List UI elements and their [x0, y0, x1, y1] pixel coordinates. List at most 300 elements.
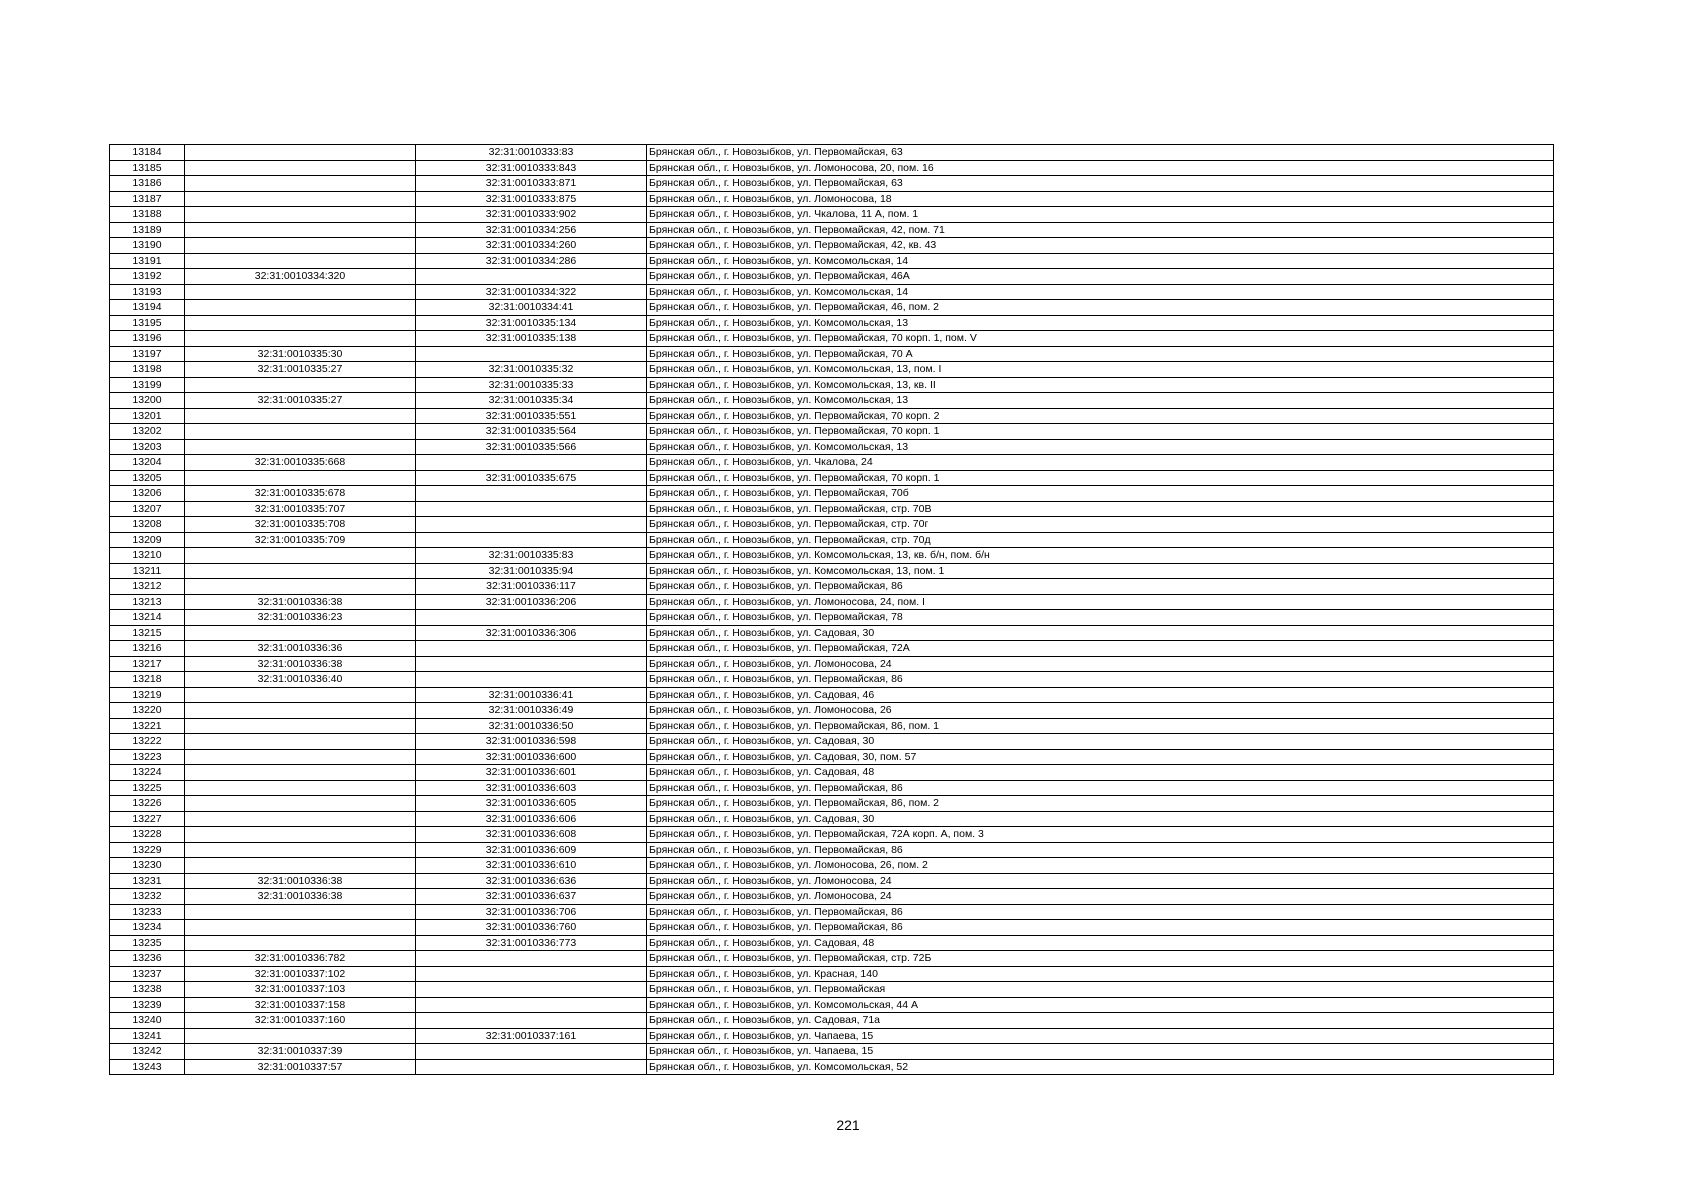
table-row: [110, 873, 1554, 889]
building-cadastral-number-cell: [416, 501, 647, 517]
row-number-cell: 13204: [110, 455, 185, 471]
land-cadastral-number-cell: [185, 222, 416, 238]
address-cell: Брянская обл., г. Новозыбков, ул. Первомайская, стр. 70д: [647, 532, 1554, 548]
building-cadastral-number-cell: 32:31:0010335:34: [416, 393, 647, 409]
row-number-cell: 13220: [110, 703, 185, 719]
address-cell: Брянская обл., г. Новозыбков, ул. Первомайская, 46А: [647, 269, 1554, 285]
table-row: [110, 532, 1554, 548]
land-cadastral-number-cell: 32:31:0010335:709: [185, 532, 416, 548]
land-cadastral-number-cell: 32:31:0010337:160: [185, 1013, 416, 1029]
building-cadastral-number-cell: [416, 486, 647, 502]
address-cell: Брянская обл., г. Новозыбков, ул. Первомайская, 42, кв. 43: [647, 238, 1554, 254]
table-row: [110, 253, 1554, 269]
building-cadastral-number-cell: 32:31:0010336:49: [416, 703, 647, 719]
building-cadastral-number-cell: [416, 610, 647, 626]
address-cell: Брянская обл., г. Новозыбков, ул. Первомайская, 70 корп. 1: [647, 424, 1554, 440]
table-row: [110, 408, 1554, 424]
table-row: [110, 424, 1554, 440]
row-number-cell: 13232: [110, 889, 185, 905]
row-number-cell: 13206: [110, 486, 185, 502]
address-cell: Брянская обл., г. Новозыбков, ул. Садовая, 46: [647, 687, 1554, 703]
table-row: [110, 238, 1554, 254]
building-cadastral-number-cell: 32:31:0010336:605: [416, 796, 647, 812]
building-cadastral-number-cell: 32:31:0010335:551: [416, 408, 647, 424]
table-row: [110, 672, 1554, 688]
table-row: [110, 966, 1554, 982]
row-number-cell: 13235: [110, 935, 185, 951]
land-cadastral-number-cell: [185, 176, 416, 192]
building-cadastral-number-cell: [416, 1044, 647, 1060]
document-page: [109, 144, 1553, 1075]
table-row: [110, 718, 1554, 734]
land-cadastral-number-cell: 32:31:0010335:30: [185, 346, 416, 362]
building-cadastral-number-cell: [416, 1013, 647, 1029]
building-cadastral-number-cell: 32:31:0010336:603: [416, 780, 647, 796]
address-cell: Брянская обл., г. Новозыбков, ул. Комсомольская, 52: [647, 1059, 1554, 1075]
address-cell: Брянская обл., г. Новозыбков, ул. Первомайская, 63: [647, 176, 1554, 192]
address-cell: Брянская обл., г. Новозыбков, ул. Комсомольская, 44 А: [647, 997, 1554, 1013]
building-cadastral-number-cell: 32:31:0010334:256: [416, 222, 647, 238]
address-cell: Брянская обл., г. Новозыбков, ул. Чкалова, 24: [647, 455, 1554, 471]
table-row: [110, 362, 1554, 378]
table-row: [110, 548, 1554, 564]
land-cadastral-number-cell: [185, 300, 416, 316]
building-cadastral-number-cell: [416, 982, 647, 998]
land-cadastral-number-cell: 32:31:0010335:708: [185, 517, 416, 533]
address-cell: Брянская обл., г. Новозыбков, ул. Ломоносова, 26, пом. 2: [647, 858, 1554, 874]
building-cadastral-number-cell: 32:31:0010335:138: [416, 331, 647, 347]
table-row: [110, 827, 1554, 843]
building-cadastral-number-cell: [416, 455, 647, 471]
row-number-cell: 13234: [110, 920, 185, 936]
table-row: [110, 501, 1554, 517]
registry-table: [109, 144, 1554, 1075]
table-row: [110, 796, 1554, 812]
land-cadastral-number-cell: 32:31:0010336:38: [185, 889, 416, 905]
address-cell: Брянская обл., г. Новозыбков, ул. Садовая, 48: [647, 935, 1554, 951]
row-number-cell: 13228: [110, 827, 185, 843]
address-cell: Брянская обл., г. Новозыбков, ул. Комсомольская, 14: [647, 253, 1554, 269]
row-number-cell: 13221: [110, 718, 185, 734]
land-cadastral-number-cell: 32:31:0010336:38: [185, 873, 416, 889]
row-number-cell: 13202: [110, 424, 185, 440]
land-cadastral-number-cell: [185, 207, 416, 223]
table-row: [110, 687, 1554, 703]
address-cell: Брянская обл., г. Новозыбков, ул. Комсомольская, 13: [647, 439, 1554, 455]
row-number-cell: 13242: [110, 1044, 185, 1060]
building-cadastral-number-cell: 32:31:0010334:322: [416, 284, 647, 300]
row-number-cell: 13190: [110, 238, 185, 254]
building-cadastral-number-cell: [416, 1059, 647, 1075]
address-cell: Брянская обл., г. Новозыбков, ул. Первомайская, 72А корп. А, пом. 3: [647, 827, 1554, 843]
building-cadastral-number-cell: [416, 269, 647, 285]
address-cell: Брянская обл., г. Новозыбков, ул. Ломоносова, 24, пом. I: [647, 594, 1554, 610]
land-cadastral-number-cell: 32:31:0010336:782: [185, 951, 416, 967]
land-cadastral-number-cell: 32:31:0010336:36: [185, 641, 416, 657]
row-number-cell: 13186: [110, 176, 185, 192]
table-row: [110, 300, 1554, 316]
building-cadastral-number-cell: 32:31:0010335:94: [416, 563, 647, 579]
address-cell: Брянская обл., г. Новозыбков, ул. Первомайская, 86: [647, 920, 1554, 936]
table-row: [110, 656, 1554, 672]
table-row: [110, 780, 1554, 796]
table-row: [110, 858, 1554, 874]
row-number-cell: 13224: [110, 765, 185, 781]
table-row: [110, 594, 1554, 610]
address-cell: Брянская обл., г. Новозыбков, ул. Первомайская, стр. 70г: [647, 517, 1554, 533]
table-row: [110, 160, 1554, 176]
address-cell: Брянская обл., г. Новозыбков, ул. Первомайская, 70 корп. 1: [647, 470, 1554, 486]
table-row: [110, 346, 1554, 362]
address-cell: Брянская обл., г. Новозыбков, ул. Первомайская, 70 корп. 2: [647, 408, 1554, 424]
row-number-cell: 13211: [110, 563, 185, 579]
address-cell: Брянская обл., г. Новозыбков, ул. Ломоносова, 24: [647, 656, 1554, 672]
table-row: [110, 703, 1554, 719]
building-cadastral-number-cell: 32:31:0010336:637: [416, 889, 647, 905]
row-number-cell: 13223: [110, 749, 185, 765]
land-cadastral-number-cell: [185, 315, 416, 331]
land-cadastral-number-cell: [185, 579, 416, 595]
land-cadastral-number-cell: [185, 734, 416, 750]
row-number-cell: 13236: [110, 951, 185, 967]
table-row: [110, 920, 1554, 936]
land-cadastral-number-cell: [185, 191, 416, 207]
building-cadastral-number-cell: 32:31:0010336:41: [416, 687, 647, 703]
land-cadastral-number-cell: 32:31:0010335:668: [185, 455, 416, 471]
row-number-cell: 13196: [110, 331, 185, 347]
address-cell: Брянская обл., г. Новозыбков, ул. Ломоносова, 26: [647, 703, 1554, 719]
table-row: [110, 579, 1554, 595]
address-cell: Брянская обл., г. Новозыбков, ул. Первомайская, 86, пом. 2: [647, 796, 1554, 812]
row-number-cell: 13188: [110, 207, 185, 223]
address-cell: Брянская обл., г. Новозыбков, ул. Красная, 140: [647, 966, 1554, 982]
land-cadastral-number-cell: [185, 408, 416, 424]
land-cadastral-number-cell: [185, 796, 416, 812]
building-cadastral-number-cell: 32:31:0010333:875: [416, 191, 647, 207]
address-cell: Брянская обл., г. Новозыбков, ул. Первомайская, 86: [647, 842, 1554, 858]
table-row: [110, 176, 1554, 192]
land-cadastral-number-cell: [185, 470, 416, 486]
land-cadastral-number-cell: 32:31:0010335:707: [185, 501, 416, 517]
building-cadastral-number-cell: 32:31:0010333:843: [416, 160, 647, 176]
table-row: [110, 455, 1554, 471]
row-number-cell: 13201: [110, 408, 185, 424]
land-cadastral-number-cell: [185, 703, 416, 719]
land-cadastral-number-cell: 32:31:0010337:158: [185, 997, 416, 1013]
building-cadastral-number-cell: 32:31:0010335:32: [416, 362, 647, 378]
table-row: [110, 191, 1554, 207]
address-cell: Брянская обл., г. Новозыбков, ул. Садовая, 48: [647, 765, 1554, 781]
land-cadastral-number-cell: [185, 1028, 416, 1044]
address-cell: Брянская обл., г. Новозыбков, ул. Первомайская, 86: [647, 780, 1554, 796]
table-row: [110, 610, 1554, 626]
building-cadastral-number-cell: 32:31:0010336:306: [416, 625, 647, 641]
building-cadastral-number-cell: 32:31:0010336:117: [416, 579, 647, 595]
row-number-cell: 13227: [110, 811, 185, 827]
land-cadastral-number-cell: 32:31:0010335:27: [185, 362, 416, 378]
land-cadastral-number-cell: [185, 377, 416, 393]
address-cell: Брянская обл., г. Новозыбков, ул. Первомайская, 46, пом. 2: [647, 300, 1554, 316]
building-cadastral-number-cell: 32:31:0010336:610: [416, 858, 647, 874]
building-cadastral-number-cell: 32:31:0010336:773: [416, 935, 647, 951]
table-row: [110, 625, 1554, 641]
row-number-cell: 13193: [110, 284, 185, 300]
address-cell: Брянская обл., г. Новозыбков, ул. Садовая, 71а: [647, 1013, 1554, 1029]
table-row: [110, 517, 1554, 533]
land-cadastral-number-cell: 32:31:0010337:57: [185, 1059, 416, 1075]
building-cadastral-number-cell: 32:31:0010335:675: [416, 470, 647, 486]
land-cadastral-number-cell: [185, 687, 416, 703]
address-cell: Брянская обл., г. Новозыбков, ул. Комсомольская, 13: [647, 393, 1554, 409]
land-cadastral-number-cell: 32:31:0010337:103: [185, 982, 416, 998]
land-cadastral-number-cell: 32:31:0010335:27: [185, 393, 416, 409]
building-cadastral-number-cell: [416, 346, 647, 362]
building-cadastral-number-cell: [416, 641, 647, 657]
address-cell: Брянская обл., г. Новозыбков, ул. Первомайская, 78: [647, 610, 1554, 626]
address-cell: Брянская обл., г. Новозыбков, ул. Первомайская: [647, 982, 1554, 998]
row-number-cell: 13210: [110, 548, 185, 564]
table-row: [110, 811, 1554, 827]
table-row: [110, 439, 1554, 455]
table-row: [110, 1059, 1554, 1075]
land-cadastral-number-cell: [185, 935, 416, 951]
table-row: [110, 951, 1554, 967]
row-number-cell: 13241: [110, 1028, 185, 1044]
address-cell: Брянская обл., г. Новозыбков, ул. Первомайская, 72А: [647, 641, 1554, 657]
land-cadastral-number-cell: 32:31:0010336:38: [185, 594, 416, 610]
address-cell: Брянская обл., г. Новозыбков, ул. Первомайская, 70б: [647, 486, 1554, 502]
land-cadastral-number-cell: [185, 904, 416, 920]
row-number-cell: 13203: [110, 439, 185, 455]
building-cadastral-number-cell: [416, 517, 647, 533]
building-cadastral-number-cell: 32:31:0010336:606: [416, 811, 647, 827]
building-cadastral-number-cell: 32:31:0010336:598: [416, 734, 647, 750]
address-cell: Брянская обл., г. Новозыбков, ул. Чкалова, 11 А, пом. 1: [647, 207, 1554, 223]
land-cadastral-number-cell: [185, 827, 416, 843]
address-cell: Брянская обл., г. Новозыбков, ул. Комсомольская, 13, пом. 1: [647, 563, 1554, 579]
building-cadastral-number-cell: 32:31:0010335:134: [416, 315, 647, 331]
building-cadastral-number-cell: 32:31:0010336:760: [416, 920, 647, 936]
address-cell: Брянская обл., г. Новозыбков, ул. Первомайская, 70 А: [647, 346, 1554, 362]
land-cadastral-number-cell: [185, 253, 416, 269]
land-cadastral-number-cell: [185, 145, 416, 161]
row-number-cell: 13240: [110, 1013, 185, 1029]
building-cadastral-number-cell: [416, 997, 647, 1013]
row-number-cell: 13199: [110, 377, 185, 393]
row-number-cell: 13229: [110, 842, 185, 858]
building-cadastral-number-cell: 32:31:0010335:33: [416, 377, 647, 393]
table-row: [110, 935, 1554, 951]
building-cadastral-number-cell: 32:31:0010336:50: [416, 718, 647, 734]
land-cadastral-number-cell: 32:31:0010336:40: [185, 672, 416, 688]
row-number-cell: 13212: [110, 579, 185, 595]
row-number-cell: 13231: [110, 873, 185, 889]
row-number-cell: 13197: [110, 346, 185, 362]
address-cell: Брянская обл., г. Новозыбков, ул. Комсомольская, 13, пом. I: [647, 362, 1554, 378]
row-number-cell: 13207: [110, 501, 185, 517]
land-cadastral-number-cell: [185, 439, 416, 455]
registry-table-body: [110, 145, 1554, 1075]
row-number-cell: 13205: [110, 470, 185, 486]
row-number-cell: 13219: [110, 687, 185, 703]
land-cadastral-number-cell: [185, 858, 416, 874]
address-cell: Брянская обл., г. Новозыбков, ул. Первомайская, стр. 72Б: [647, 951, 1554, 967]
table-row: [110, 207, 1554, 223]
address-cell: Брянская обл., г. Новозыбков, ул. Комсомольская, 13: [647, 315, 1554, 331]
table-row: [110, 145, 1554, 161]
row-number-cell: 13225: [110, 780, 185, 796]
address-cell: Брянская обл., г. Новозыбков, ул. Первомайская, стр. 70В: [647, 501, 1554, 517]
table-row: [110, 393, 1554, 409]
table-row: [110, 1028, 1554, 1044]
building-cadastral-number-cell: 32:31:0010335:566: [416, 439, 647, 455]
row-number-cell: 13189: [110, 222, 185, 238]
address-cell: Брянская обл., г. Новозыбков, ул. Комсомольская, 13, кв. II: [647, 377, 1554, 393]
address-cell: Брянская обл., г. Новозыбков, ул. Садовая, 30: [647, 734, 1554, 750]
address-cell: Брянская обл., г. Новозыбков, ул. Ломоносова, 24: [647, 873, 1554, 889]
address-cell: Брянская обл., г. Новозыбков, ул. Ломоносова, 24: [647, 889, 1554, 905]
address-cell: Брянская обл., г. Новозыбков, ул. Первомайская, 42, пом. 71: [647, 222, 1554, 238]
land-cadastral-number-cell: [185, 284, 416, 300]
table-row: [110, 222, 1554, 238]
row-number-cell: 13237: [110, 966, 185, 982]
row-number-cell: 13198: [110, 362, 185, 378]
table-row: [110, 486, 1554, 502]
building-cadastral-number-cell: 32:31:0010335:83: [416, 548, 647, 564]
land-cadastral-number-cell: [185, 780, 416, 796]
row-number-cell: 13226: [110, 796, 185, 812]
row-number-cell: 13218: [110, 672, 185, 688]
row-number-cell: 13191: [110, 253, 185, 269]
address-cell: Брянская обл., г. Новозыбков, ул. Комсомольская, 13, кв. б/н, пом. б/н: [647, 548, 1554, 564]
address-cell: Брянская обл., г. Новозыбков, ул. Первомайская, 86, пом. 1: [647, 718, 1554, 734]
building-cadastral-number-cell: 32:31:0010336:706: [416, 904, 647, 920]
table-row: [110, 377, 1554, 393]
land-cadastral-number-cell: [185, 811, 416, 827]
address-cell: Брянская обл., г. Новозыбков, ул. Садовая, 30: [647, 811, 1554, 827]
land-cadastral-number-cell: 32:31:0010336:23: [185, 610, 416, 626]
row-number-cell: 13192: [110, 269, 185, 285]
land-cadastral-number-cell: [185, 718, 416, 734]
page-number: 221: [836, 1117, 860, 1133]
table-row: [110, 470, 1554, 486]
land-cadastral-number-cell: [185, 625, 416, 641]
row-number-cell: 13184: [110, 145, 185, 161]
row-number-cell: 13230: [110, 858, 185, 874]
building-cadastral-number-cell: 32:31:0010337:161: [416, 1028, 647, 1044]
row-number-cell: 13215: [110, 625, 185, 641]
land-cadastral-number-cell: [185, 842, 416, 858]
table-row: [110, 842, 1554, 858]
land-cadastral-number-cell: 32:31:0010337:102: [185, 966, 416, 982]
address-cell: Брянская обл., г. Новозыбков, ул. Чапаева, 15: [647, 1044, 1554, 1060]
row-number-cell: 13187: [110, 191, 185, 207]
table-row: [110, 331, 1554, 347]
table-row: [110, 749, 1554, 765]
row-number-cell: 13222: [110, 734, 185, 750]
table-row: [110, 889, 1554, 905]
table-row: [110, 734, 1554, 750]
address-cell: Брянская обл., г. Новозыбков, ул. Ломоносова, 20, пом. 16: [647, 160, 1554, 176]
building-cadastral-number-cell: [416, 672, 647, 688]
address-cell: Брянская обл., г. Новозыбков, ул. Первомайская, 86: [647, 672, 1554, 688]
table-row: [110, 284, 1554, 300]
address-cell: Брянская обл., г. Новозыбков, ул. Первомайская, 63: [647, 145, 1554, 161]
building-cadastral-number-cell: 32:31:0010336:206: [416, 594, 647, 610]
table-row: [110, 904, 1554, 920]
building-cadastral-number-cell: 32:31:0010336:609: [416, 842, 647, 858]
address-cell: Брянская обл., г. Новозыбков, ул. Первомайская, 70 корп. 1, пом. V: [647, 331, 1554, 347]
address-cell: Брянская обл., г. Новозыбков, ул. Садовая, 30: [647, 625, 1554, 641]
table-row: [110, 982, 1554, 998]
row-number-cell: 13238: [110, 982, 185, 998]
land-cadastral-number-cell: [185, 749, 416, 765]
land-cadastral-number-cell: [185, 160, 416, 176]
row-number-cell: 13200: [110, 393, 185, 409]
land-cadastral-number-cell: 32:31:0010336:38: [185, 656, 416, 672]
address-cell: Брянская обл., г. Новозыбков, ул. Садовая, 30, пом. 57: [647, 749, 1554, 765]
address-cell: Брянская обл., г. Новозыбков, ул. Чапаева, 15: [647, 1028, 1554, 1044]
building-cadastral-number-cell: 32:31:0010336:600: [416, 749, 647, 765]
land-cadastral-number-cell: 32:31:0010334:320: [185, 269, 416, 285]
building-cadastral-number-cell: 32:31:0010334:41: [416, 300, 647, 316]
row-number-cell: 13185: [110, 160, 185, 176]
land-cadastral-number-cell: [185, 424, 416, 440]
building-cadastral-number-cell: [416, 951, 647, 967]
row-number-cell: 13233: [110, 904, 185, 920]
table-row: [110, 269, 1554, 285]
table-row: [110, 997, 1554, 1013]
table-row: [110, 765, 1554, 781]
building-cadastral-number-cell: 32:31:0010334:286: [416, 253, 647, 269]
table-row: [110, 1044, 1554, 1060]
building-cadastral-number-cell: 32:31:0010334:260: [416, 238, 647, 254]
building-cadastral-number-cell: [416, 966, 647, 982]
building-cadastral-number-cell: [416, 532, 647, 548]
land-cadastral-number-cell: [185, 238, 416, 254]
building-cadastral-number-cell: 32:31:0010333:902: [416, 207, 647, 223]
table-row: [110, 641, 1554, 657]
row-number-cell: 13217: [110, 656, 185, 672]
address-cell: Брянская обл., г. Новозыбков, ул. Ломоносова, 18: [647, 191, 1554, 207]
address-cell: Брянская обл., г. Новозыбков, ул. Комсомольская, 14: [647, 284, 1554, 300]
land-cadastral-number-cell: [185, 765, 416, 781]
building-cadastral-number-cell: 32:31:0010335:564: [416, 424, 647, 440]
table-row: [110, 315, 1554, 331]
table-row: [110, 563, 1554, 579]
address-cell: Брянская обл., г. Новозыбков, ул. Первомайская, 86: [647, 579, 1554, 595]
building-cadastral-number-cell: 32:31:0010336:636: [416, 873, 647, 889]
land-cadastral-number-cell: [185, 920, 416, 936]
row-number-cell: 13216: [110, 641, 185, 657]
land-cadastral-number-cell: 32:31:0010337:39: [185, 1044, 416, 1060]
row-number-cell: 13239: [110, 997, 185, 1013]
address-cell: Брянская обл., г. Новозыбков, ул. Первомайская, 86: [647, 904, 1554, 920]
land-cadastral-number-cell: [185, 563, 416, 579]
land-cadastral-number-cell: 32:31:0010335:678: [185, 486, 416, 502]
row-number-cell: 13214: [110, 610, 185, 626]
building-cadastral-number-cell: 32:31:0010336:601: [416, 765, 647, 781]
land-cadastral-number-cell: [185, 548, 416, 564]
row-number-cell: 13194: [110, 300, 185, 316]
building-cadastral-number-cell: 32:31:0010336:608: [416, 827, 647, 843]
row-number-cell: 13208: [110, 517, 185, 533]
building-cadastral-number-cell: 32:31:0010333:871: [416, 176, 647, 192]
table-row: [110, 1013, 1554, 1029]
building-cadastral-number-cell: 32:31:0010333:83: [416, 145, 647, 161]
row-number-cell: 13213: [110, 594, 185, 610]
land-cadastral-number-cell: [185, 331, 416, 347]
